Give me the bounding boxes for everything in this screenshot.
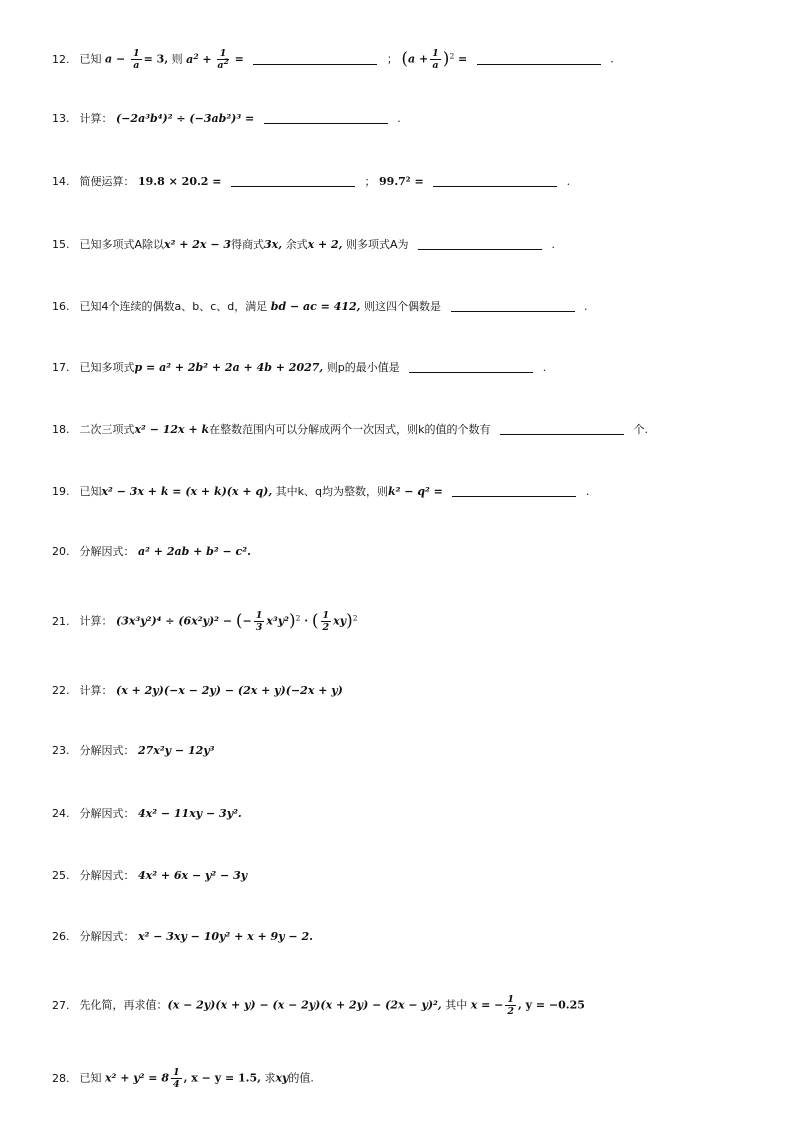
question-14 bbox=[52, 176, 570, 187]
question-text: 则 bbox=[171, 52, 183, 66]
math-expr: 99.7² = bbox=[379, 175, 424, 188]
math-expr: 3x, bbox=[264, 238, 283, 251]
question-number: 14. bbox=[52, 175, 70, 188]
math-expr: k² − q² = bbox=[388, 485, 443, 498]
question-26 bbox=[52, 931, 313, 942]
question-19 bbox=[52, 486, 589, 497]
question-text: 其中 bbox=[445, 998, 468, 1012]
question-25 bbox=[52, 870, 247, 881]
question-text: 的值. bbox=[288, 1071, 314, 1085]
math-expr: 4x² + 6x − y² − 3y bbox=[138, 869, 248, 882]
answer-blank[interactable] bbox=[253, 64, 377, 65]
math-expr: x³y² bbox=[266, 614, 289, 628]
math-expr: bd − ac = 412, bbox=[270, 300, 361, 313]
math-expr: xy bbox=[333, 614, 347, 628]
math-expr: a − bbox=[105, 52, 130, 66]
question-number: 19. bbox=[52, 485, 70, 498]
period: . bbox=[610, 52, 614, 66]
math-expr: a + bbox=[407, 52, 429, 66]
answer-blank[interactable] bbox=[477, 64, 601, 65]
math-expr: 19.8 × 20.2 = bbox=[138, 175, 222, 188]
fraction: $\frac{1}{2}$ bbox=[322, 610, 330, 633]
question-text: 计算： bbox=[79, 112, 113, 125]
question-text: 已知多项式 bbox=[79, 361, 135, 374]
question-text: 先化简，再求值： bbox=[79, 998, 168, 1012]
math-expr: , y = −0.25 bbox=[517, 998, 585, 1012]
question-13 bbox=[52, 113, 401, 124]
question-21: 21. 计算： (3x³y²)⁴ ÷ (6x²y)² − (− $\frac{1}{3}$ x³y²)$^2$ · ( $\frac{1}{2}$ xy)$^2$ bbox=[52, 610, 358, 633]
period: . bbox=[566, 175, 571, 188]
math-expr: (3x³y²)⁴ ÷ (6x²y)² − bbox=[116, 614, 236, 628]
question-text: 分解因式： bbox=[79, 744, 135, 757]
answer-blank[interactable] bbox=[500, 434, 624, 435]
fraction: $\frac{1}{3}$ bbox=[255, 610, 263, 633]
question-text: 已知4个连续的偶数a、b、c、d，满足 bbox=[79, 300, 268, 313]
answer-blank[interactable] bbox=[452, 496, 576, 497]
question-text: 分解因式： bbox=[79, 545, 135, 558]
question-number: 20. bbox=[52, 545, 70, 558]
math-expr: $a^2$ + bbox=[186, 51, 216, 66]
question-text: 已知 bbox=[79, 1071, 102, 1085]
period: . bbox=[585, 485, 590, 498]
question-text: 简便运算： bbox=[79, 175, 135, 188]
question-text: 计算： bbox=[79, 614, 113, 628]
math-expr: = bbox=[454, 52, 468, 66]
math-expr: (x − 2y)(x + y) − (x − 2y)(x + 2y) − (2x − y)², bbox=[167, 998, 442, 1012]
math-expr: x = − bbox=[470, 998, 504, 1012]
question-text: 在整数范围内可以分解成两个一次因式，则k的值的个数有 bbox=[209, 423, 491, 436]
question-text: 分解因式： bbox=[79, 807, 135, 820]
answer-blank[interactable] bbox=[451, 311, 575, 312]
math-expr: x² − 3xy − 10y² + x + 9y − 2. bbox=[138, 930, 313, 943]
answer-blank[interactable] bbox=[433, 186, 557, 187]
fraction: $\frac{1}{2}$ bbox=[507, 994, 514, 1017]
question-text: 求 bbox=[264, 1071, 276, 1085]
question-number: 24. bbox=[52, 807, 70, 820]
math-expr: = 3, bbox=[143, 52, 169, 66]
question-number: 25. bbox=[52, 869, 70, 882]
math-expr: x² − 12x + k bbox=[134, 423, 210, 436]
question-20 bbox=[52, 546, 251, 557]
question-17 bbox=[52, 362, 546, 373]
question-number: 22. bbox=[52, 684, 70, 697]
question-text: 个. bbox=[633, 423, 648, 436]
separator: ； bbox=[364, 175, 376, 188]
question-12: 12. 已知 a − $\frac{1}{a}$ = 3, 则 $a^2$ + $\frac{1}{a^2}$ = ； (a + $\frac{1}{a}$ )$^2$ = . bbox=[52, 48, 614, 71]
question-number: 26. bbox=[52, 930, 70, 943]
question-text: 已知 bbox=[79, 52, 102, 66]
question-number: 28. bbox=[52, 1071, 70, 1085]
question-22 bbox=[52, 685, 343, 696]
fraction: $\frac{1}{a}$ bbox=[133, 48, 140, 71]
math-expr: x² + 2x − 3 bbox=[164, 238, 232, 251]
math-expr: , x − y = 1.5, bbox=[183, 1071, 261, 1085]
period: . bbox=[584, 300, 588, 313]
fraction: $\frac{1}{a}$ bbox=[432, 48, 439, 71]
fraction: $\frac{1}{4}$ bbox=[173, 1067, 180, 1090]
question-text: 二次三项式 bbox=[79, 423, 135, 436]
question-23 bbox=[52, 745, 214, 756]
question-number: 23. bbox=[52, 744, 70, 757]
question-text: 已知 bbox=[79, 485, 102, 498]
period: . bbox=[397, 112, 401, 125]
question-number: 27. bbox=[52, 998, 70, 1012]
answer-blank[interactable] bbox=[231, 186, 355, 187]
math-expr: 4x² − 11xy − 3y². bbox=[138, 807, 242, 820]
question-number: 12. bbox=[52, 52, 70, 66]
question-text: 分解因式： bbox=[79, 869, 135, 882]
question-text: 得商式 bbox=[231, 238, 265, 251]
question-16 bbox=[52, 301, 588, 312]
question-number: 15. bbox=[52, 238, 70, 251]
question-text: 则多项式A为 bbox=[346, 238, 409, 251]
math-expr: 27x²y − 12y³ bbox=[138, 744, 215, 757]
question-text: 已知多项式A除以 bbox=[79, 238, 165, 251]
question-24 bbox=[52, 808, 242, 819]
question-number: 18. bbox=[52, 423, 70, 436]
math-expr: (−2a³b⁴)² ÷ (−3ab²)³ = bbox=[116, 112, 255, 125]
math-expr: (x + 2y)(−x − 2y) − (2x + y)(−2x + y) bbox=[116, 684, 343, 697]
question-number: 13. bbox=[52, 112, 70, 125]
question-15 bbox=[52, 239, 555, 250]
math-expr: xy bbox=[275, 1071, 289, 1085]
question-text: 则p的最小值是 bbox=[326, 361, 400, 374]
question-18 bbox=[52, 424, 648, 435]
period: . bbox=[542, 361, 547, 374]
question-text: 则这四个偶数是 bbox=[364, 300, 442, 313]
math-expr: x² + y² = 8 bbox=[105, 1071, 169, 1085]
fraction: $\frac{1}{a^2}$ bbox=[217, 48, 229, 71]
math-expr: = bbox=[230, 52, 244, 66]
question-number: 16. bbox=[52, 300, 70, 313]
question-text: 其中k、q均为整数，则 bbox=[275, 485, 389, 498]
question-27 bbox=[52, 994, 585, 1017]
math-expr: x² − 3x + k = (x + k)(x + q), bbox=[101, 485, 273, 498]
answer-blank[interactable] bbox=[264, 123, 388, 124]
math-expr: p = a² + 2b² + 2a + 4b + 2027, bbox=[134, 361, 324, 374]
question-number: 17. bbox=[52, 361, 70, 374]
answer-blank[interactable] bbox=[409, 372, 533, 373]
math-expr: a² + 2ab + b² − c². bbox=[138, 545, 251, 558]
question-text: 余式 bbox=[285, 238, 308, 251]
math-expr: x + 2, bbox=[307, 238, 343, 251]
question-text: 分解因式： bbox=[79, 930, 135, 943]
question-28 bbox=[52, 1067, 314, 1090]
answer-blank[interactable] bbox=[418, 249, 542, 250]
question-number: 21. bbox=[52, 614, 70, 628]
separator: ； bbox=[386, 52, 398, 66]
period: . bbox=[551, 238, 556, 251]
question-text: 计算： bbox=[79, 684, 113, 697]
